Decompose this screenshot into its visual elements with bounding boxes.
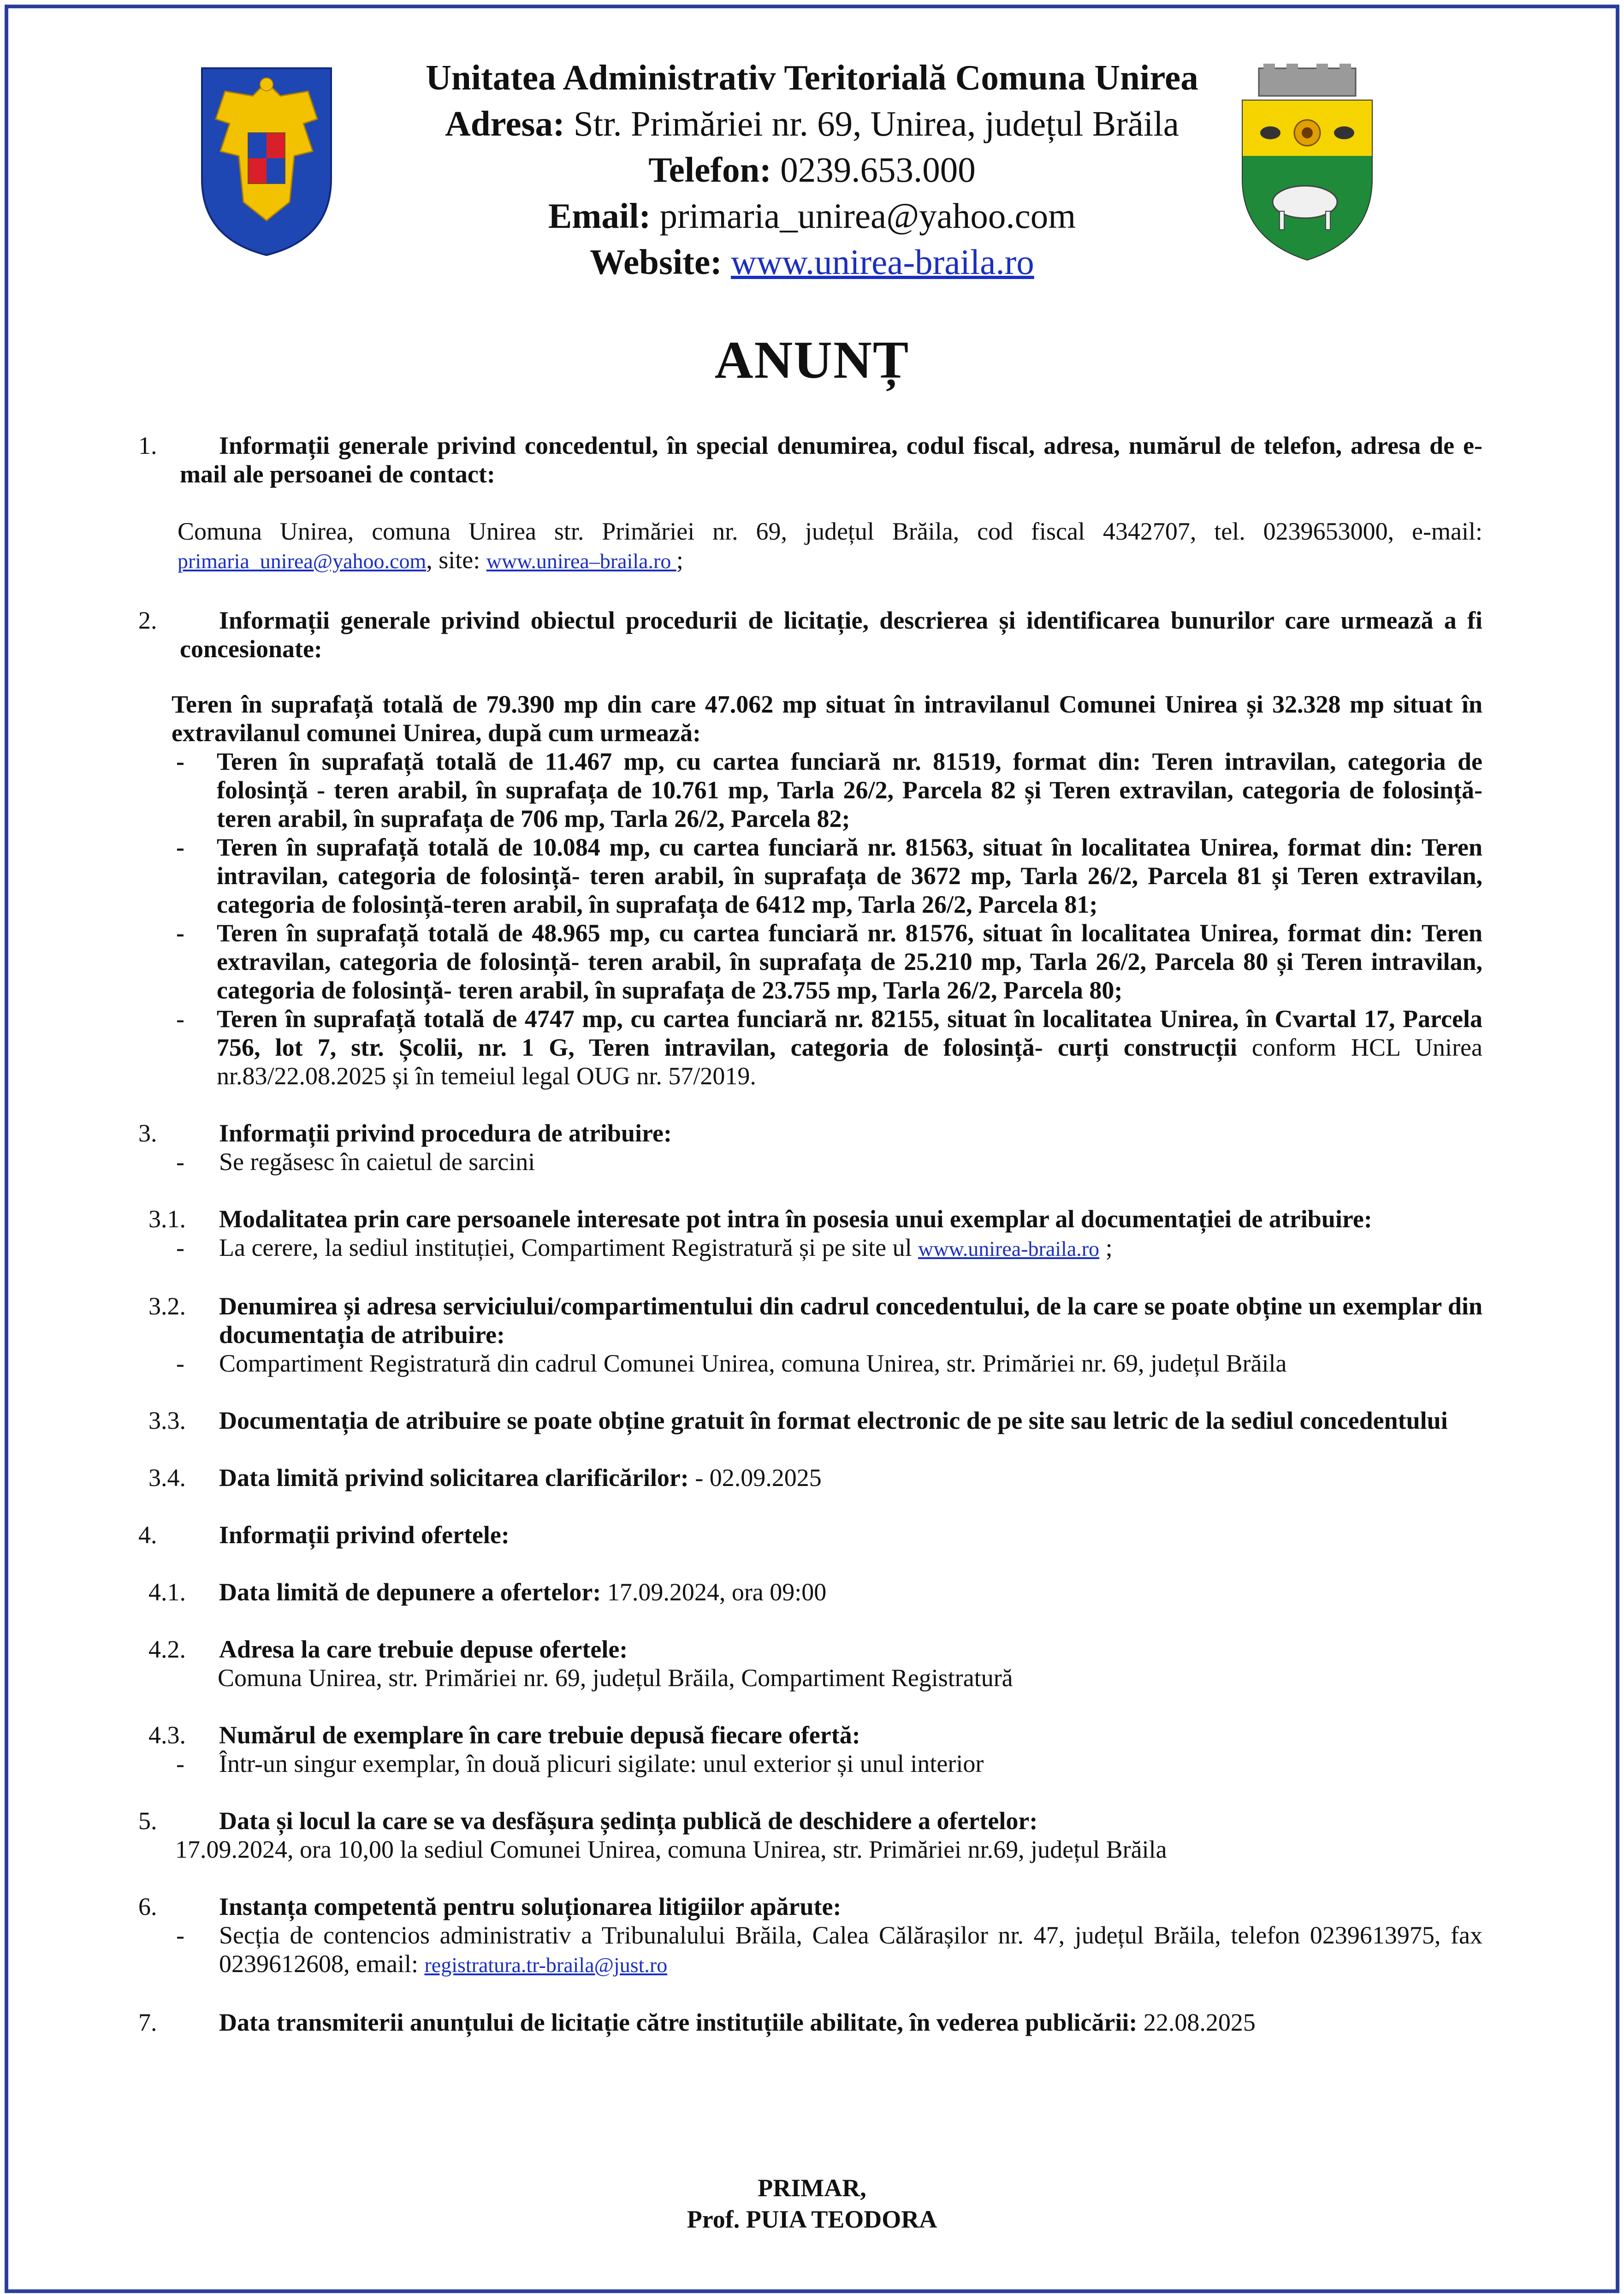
section-value: Comuna Unirea, str. Primăriei nr. 69, județul Brăila, Compartiment Registratură <box>218 1664 1013 1692</box>
section-4 <box>138 1521 1482 1549</box>
land-intro: Teren în suprafață totală de 79.390 mp din care 47.062 mp situat în intravilanul Comunei Unirea și 32.328 mp situat în extravilanul comunei Unirea, după cum urmează: <box>172 690 1482 747</box>
website-line: Website: www.unirea-braila.ro <box>590 242 1034 282</box>
address-line: Adresa: Str. Primăriei nr. 69, Unirea, județul Brăila <box>445 104 1179 143</box>
section-item: - Se regăsesc în caietul de sarcini <box>138 1147 1482 1176</box>
section-item: - Într-un singur exemplar, în două plicuri sigilate: unul exterior și unul interior <box>138 1749 1482 1778</box>
signature-name: Prof. PUIA TEODORA <box>687 2205 937 2233</box>
contact-info: Comuna Unirea, comuna Unirea str. Primăriei nr. 69, județul Brăila, cod fiscal 4342707, tel. 0239653000, e-mail: primaria_unirea@yahoo.com, site: www.unirea–braila.ro ; <box>178 517 1482 574</box>
section-3-2 <box>138 1292 1482 1349</box>
announcement-body <box>138 431 1482 2037</box>
section-heading: Informații privind ofertele: <box>219 1521 510 1549</box>
section-heading: Data limită privind solicitarea clarificărilor: - 02.09.2025 <box>219 1464 822 1492</box>
page-title: ANUNȚ <box>714 331 910 390</box>
section-4-1 <box>138 1578 1482 1606</box>
section-3 <box>138 1119 1482 1147</box>
land-item: - Teren în suprafață totală de 11.467 mp, cu cartea funciară nr. 81519, format din: Teren intravilan, categoria de folosință - teren arabil, în suprafața de 10.761 mp, Tarla 26/2, Parcela 82 și Teren extravilan, categoria de folosință- teren arabil, în suprafața de 706 mp, Tarla 26/2, Parcela 82; <box>138 747 1482 833</box>
email-line: Email: primaria_unirea@yahoo.com <box>548 196 1076 236</box>
section-heading: Instanța competentă pentru soluționarea litigiilor apărute: <box>219 1893 842 1920</box>
section-number: 1. <box>138 432 157 459</box>
section-number: 3.1. <box>148 1205 186 1233</box>
contact-email-link[interactable]: primaria_unirea@yahoo.com <box>178 549 427 573</box>
section-number: 2. <box>138 606 157 634</box>
section-number: 3.4. <box>148 1464 186 1492</box>
section-heading: Data transmiterii anunțului de licitație către instituțiile abilitate, în vederea publicării: 22.08.2025 <box>219 2009 1256 2036</box>
land-item: - Teren în suprafață totală de 48.965 mp, cu cartea funciară nr. 81576, situat în localitatea Unirea, format din: Teren extravilan, categoria de folosință- teren arabil, în suprafața de 25.210 mp, Tarla 26/2, Parcela 80 și Teren intravilan, categoria de folosință- teren arabil, în suprafața de 23.755 mp, Tarla 26/2, Parcela 80; <box>138 919 1482 1004</box>
section-heading: Data și locul la care se va desfășura ședința publică de deschidere a ofertelor: <box>219 1807 1038 1835</box>
section-5 <box>138 1807 1482 1835</box>
section-heading: Data limită de depunere a ofertelor: 17.09.2024, ora 09:00 <box>219 1578 827 1606</box>
signature-block <box>0 2172 1624 2235</box>
section-heading: Informații generale privind obiectul procedurii de licitație, descrierea și identificarea bunurilor care urmează a fi concesionate: <box>180 606 1482 663</box>
section-heading: Informații generale privind concedentul, în special denumirea, codul fiscal, adresa, numărul de telefon, adresa de e-mail ale persoanei de contact: <box>180 432 1482 488</box>
section-number: 4.2. <box>148 1635 186 1663</box>
section-number: 7. <box>138 2009 157 2036</box>
section-item: - Compartiment Registratură din cadrul Comunei Unirea, comuna Unirea, str. Primăriei nr. 69, județul Brăila <box>138 1349 1482 1378</box>
section-number: 4.1. <box>148 1578 186 1606</box>
header-block <box>0 54 1624 285</box>
section-4-3 <box>138 1721 1482 1749</box>
institution-name: Unitatea Administrativ Teritorială Comuna Unirea <box>426 58 1198 97</box>
signature-role: PRIMAR, <box>758 2174 866 2202</box>
land-item: - Teren în suprafață totală de 10.084 mp, cu cartea funciară nr. 81563, situat în localitatea Unirea, format din: Teren intravilan, categoria de folosință- teren arabil, în suprafața de 3672 mp, Tarla 26/2, Parcela 81 și Teren extravilan, categoria de folosință-teren arabil, în suprafața de 6412 mp, Tarla 26/2, Parcela 81; <box>138 833 1482 919</box>
site-link[interactable]: www.unirea-braila.ro <box>918 1237 1100 1260</box>
section-number: 3. <box>138 1119 157 1147</box>
section-4-2 <box>138 1635 1482 1664</box>
land-item: - Teren în suprafață totală de 4747 mp, cu cartea funciară nr. 82155, situat în localitatea Unirea, în Cvartal 17, Parcela 756, lot 7, str. Școlii, nr. 1 G, Teren intravilan, categoria de folosință- curți construcții conform HCL Unirea nr.83/22.08.2025 și în temeiul legal OUG nr. 57/2019. <box>138 1004 1482 1090</box>
section-item: - Secția de contencios administrativ a Tribunalului Brăila, Calea Călărașilor nr. 47, județul Brăila, telefon 0239613975, fax 0239612608, email: registratura.tr-braila@just.ro <box>138 1921 1482 1979</box>
section-heading: Adresa la care trebuie depuse ofertele: <box>219 1635 628 1663</box>
section-number: 4.3. <box>148 1721 186 1749</box>
section-heading: Numărul de exemplare în care trebuie depusă fiecare ofertă: <box>219 1721 860 1749</box>
section-number: 5. <box>138 1807 157 1835</box>
website-link[interactable]: www.unirea-braila.ro <box>731 242 1034 282</box>
section-value: 17.09.2024, ora 10,00 la sediul Comunei Unirea, comuna Unirea, str. Primăriei nr.69, județul Brăila <box>175 1836 1167 1863</box>
section-number: 3.2. <box>148 1292 186 1320</box>
section-3-4 <box>138 1463 1482 1492</box>
section-6 <box>138 1892 1482 1921</box>
contact-site-link[interactable]: www.unirea–braila.ro <box>486 549 676 573</box>
section-3-3 <box>138 1406 1482 1435</box>
section-heading: Denumirea și adresa serviciului/compartimentului din cadrul concedentului, de la care se poate obține un exemplar din documentația de atribuire: <box>219 1292 1482 1349</box>
section-number: 4. <box>138 1521 157 1549</box>
section-number: 6. <box>138 1893 157 1920</box>
section-2 <box>138 606 1482 663</box>
section-heading: Informații privind procedura de atribuire: <box>219 1119 672 1147</box>
section-3-1 <box>138 1205 1482 1233</box>
section-7 <box>138 2008 1482 2037</box>
section-heading: Modalitatea prin care persoanele interesate pot intra în posesia unui exemplar al documentației de atribuire: <box>219 1205 1372 1233</box>
phone-line: Telefon: 0239.653.000 <box>648 150 976 190</box>
section-item: - La cerere, la sediul instituției, Compartiment Registratură și pe site ul www.unirea-braila.ro ; <box>138 1233 1482 1263</box>
section-number: 3.3. <box>148 1407 186 1434</box>
section-heading: Documentația de atribuire se poate obține gratuit în format electronic de pe site sau letric de la sediul concedentului <box>219 1407 1448 1434</box>
section-1 <box>138 431 1482 488</box>
court-email-link[interactable]: registratura.tr-braila@just.ro <box>424 1953 668 1977</box>
